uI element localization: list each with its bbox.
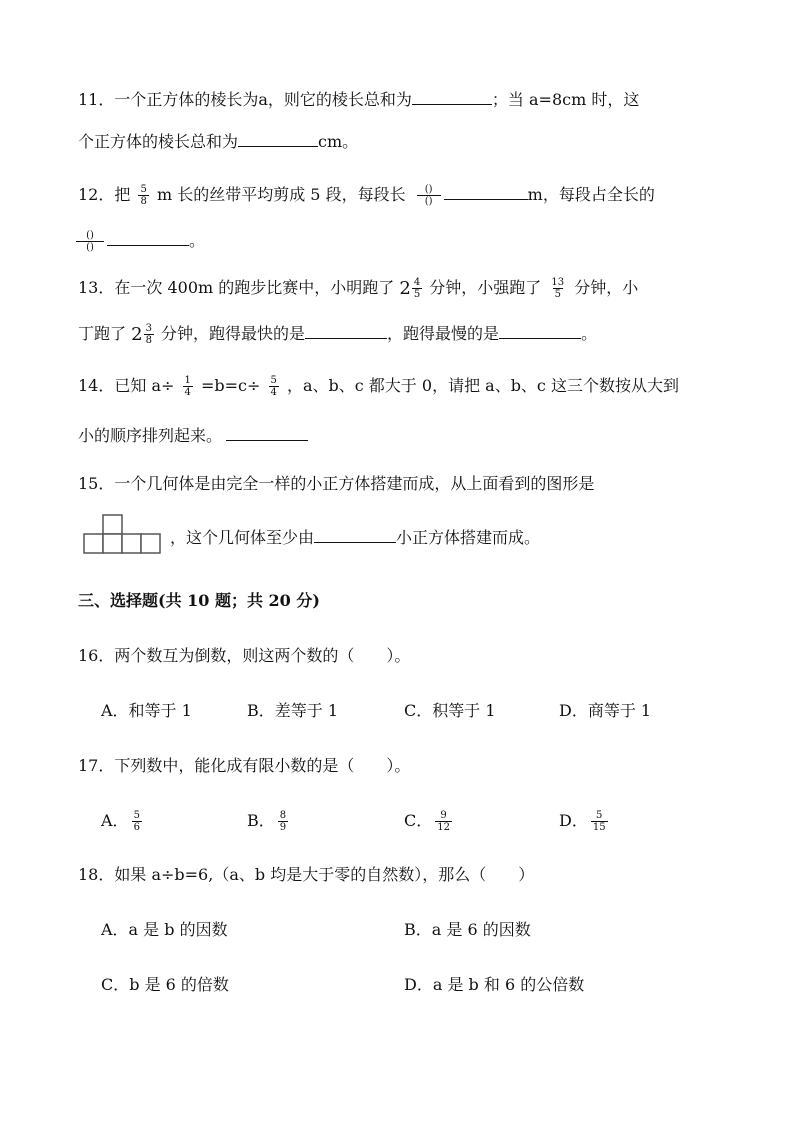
option-fraction	[435, 810, 452, 833]
fraction-numerator: 3	[145, 323, 152, 334]
q13-text-3: 分钟，小	[574, 278, 639, 297]
option-label: A．	[101, 811, 129, 830]
fraction-denominator: 5	[413, 289, 421, 300]
q13-end: 。	[581, 324, 598, 343]
top-view-figure	[77, 512, 163, 556]
fraction-denominator: 4	[270, 387, 277, 398]
fraction-denominator: 4	[184, 387, 191, 398]
q18-option-a[interactable]: A．a 是 b 的因数	[101, 920, 228, 939]
option-label: B．	[247, 811, 275, 830]
option-label: C．	[404, 811, 433, 830]
q12-blank-fraction-2[interactable]	[76, 230, 104, 253]
q14-fraction-1	[183, 375, 193, 398]
q15-line1	[78, 472, 594, 496]
q18-option-c[interactable]: C．b 是 6 的倍数	[101, 975, 229, 994]
q15-text: 一个几何体是由完全一样的小正方体搭建而成，从上面看到的图形是	[114, 474, 595, 493]
q12-number: 12．	[78, 185, 115, 204]
q14-blank[interactable]	[226, 422, 308, 441]
fraction-numerator: 8	[279, 810, 287, 821]
fraction-numerator: ()	[424, 184, 433, 195]
fraction-denominator: 5	[554, 289, 561, 300]
top-view-cube	[103, 515, 122, 534]
q12-blank-1[interactable]	[444, 181, 528, 200]
q13-fraction-2	[549, 277, 566, 300]
fraction-numerator: 5	[596, 810, 603, 821]
q13-text-2: 分钟，小强跑了	[429, 278, 542, 297]
fraction-numerator: 5	[140, 184, 147, 195]
fraction-numerator: 9	[440, 810, 447, 821]
fraction-denominator: 8	[140, 196, 147, 207]
top-view-cube	[103, 534, 122, 553]
q13-mixed-number-1	[399, 277, 424, 301]
fraction-denominator: ()	[417, 195, 441, 207]
q12-blank-fraction[interactable]	[417, 184, 441, 207]
option-fraction	[132, 810, 142, 833]
q14-text-4: 小的顺序排列起来。	[78, 426, 223, 445]
mixed-whole: 2	[131, 323, 143, 345]
fraction-denominator: 12	[437, 822, 450, 833]
q16-text: 两个数互为倒数，则这两个数的（ ）。	[114, 646, 411, 665]
top-view-cube	[122, 534, 141, 553]
q12-text-2: m 长的丝带平均剪成 5 段，每段长	[156, 185, 406, 204]
top-view-cube	[84, 534, 103, 553]
fraction-denominator: 8	[145, 335, 152, 346]
q16-option-a[interactable]: A．和等于 1	[101, 701, 192, 720]
q11-text-3: 个正方体的棱长总和为	[78, 132, 239, 151]
q11-text-4: cm。	[318, 132, 359, 151]
q12-line2	[78, 227, 205, 253]
q16-option-c[interactable]: C．积等于 1	[404, 701, 496, 720]
fraction-numerator: 1	[184, 375, 191, 386]
fraction-denominator: 9	[279, 822, 287, 833]
q13-text-6: ，跑得最慢的是	[387, 324, 500, 343]
fraction-numerator: 5	[133, 810, 140, 821]
q17-option-a[interactable]	[101, 809, 145, 833]
q17-option-d[interactable]	[559, 809, 611, 833]
q11-line2	[78, 128, 358, 154]
q12-blank-2[interactable]	[107, 227, 189, 246]
q11-text: 一个正方体的棱长为a，则它的棱长总和为	[114, 90, 412, 109]
fraction-denominator: ()	[76, 241, 104, 253]
q12-text-3: m，每段占全长的	[527, 185, 655, 204]
q18-stem	[78, 863, 534, 887]
q17-number: 17．	[78, 756, 115, 775]
fraction-numerator: ()	[86, 230, 94, 241]
q11-blank-1[interactable]	[412, 86, 492, 105]
q17-text: 下列数中，能化成有限小数的是（ ）。	[114, 756, 411, 775]
q15-text-3: 小正方体搭建而成。	[396, 528, 541, 547]
fraction-denominator: 15	[592, 822, 606, 833]
q15-line2	[170, 524, 540, 550]
q13-text-5: 分钟，跑得最快的是	[161, 324, 306, 343]
q17-option-c[interactable]	[404, 809, 455, 833]
q13-blank-2[interactable]	[499, 320, 581, 339]
q18-option-b[interactable]: B．a 是 6 的因数	[404, 920, 531, 939]
section-heading: 三、选择题(共 10 题；共 20 分)	[78, 591, 320, 610]
q18-option-d[interactable]: D．a 是 b 和 6 的公倍数	[404, 975, 585, 994]
q15-number: 15．	[78, 474, 115, 493]
option-fraction	[278, 810, 288, 833]
q12-text: 把	[114, 185, 131, 204]
q15-text-2: ，这个几何体至少由	[170, 528, 315, 547]
q13-text: 在一次 400m 的跑步比赛中，小明跑了	[114, 278, 395, 297]
q18-text: 如果 a÷b=6,（a、b 均是大于零的自然数），那么（ ）	[114, 865, 535, 884]
q16-option-d[interactable]: D．商等于 1	[559, 701, 652, 720]
option-fraction	[591, 810, 608, 833]
q11-line1	[78, 86, 639, 112]
q11-number: 11．	[78, 90, 115, 109]
top-view-cube	[141, 534, 160, 553]
q14-text: 已知 a÷	[114, 376, 175, 395]
mixed-fraction	[144, 323, 154, 346]
q11-text-2: ；当 a=8cm 时，这	[491, 90, 640, 109]
q16-stem	[78, 644, 410, 668]
fraction-numerator: 5	[270, 375, 277, 386]
q18-number: 18．	[78, 865, 115, 884]
q13-line2	[78, 320, 597, 347]
q12-fraction	[138, 184, 148, 207]
q16-option-b[interactable]: B．差等于 1	[247, 701, 339, 720]
q17-stem	[78, 754, 410, 778]
q14-text-3: ，a、b、c 都大于 0，请把 a、b、c 这三个数按从大到	[286, 376, 679, 395]
q15-blank[interactable]	[314, 524, 396, 543]
q13-number: 13．	[78, 278, 115, 297]
mixed-whole: 2	[399, 277, 411, 299]
q14-number: 14．	[78, 376, 115, 395]
q13-line1	[78, 276, 638, 301]
fraction-numerator: 13	[551, 277, 565, 288]
q14-text-2: =b=c÷	[200, 376, 261, 395]
q11-blank-2[interactable]	[238, 128, 318, 147]
q14-line2	[78, 422, 308, 448]
q13-text-4: 丁跑了	[78, 324, 127, 343]
q13-mixed-number-3	[131, 323, 156, 347]
q12-line1	[78, 181, 655, 207]
fraction-denominator: 6	[133, 822, 140, 833]
q13-blank-1[interactable]	[305, 320, 387, 339]
option-label: D．	[559, 811, 588, 830]
q14-line1	[78, 374, 679, 398]
mixed-fraction	[412, 277, 422, 300]
q12-end: 。	[189, 231, 206, 250]
q14-fraction-2	[269, 375, 279, 398]
q16-number: 16．	[78, 646, 115, 665]
q17-option-b[interactable]	[247, 809, 291, 833]
fraction-numerator: 4	[413, 277, 421, 288]
